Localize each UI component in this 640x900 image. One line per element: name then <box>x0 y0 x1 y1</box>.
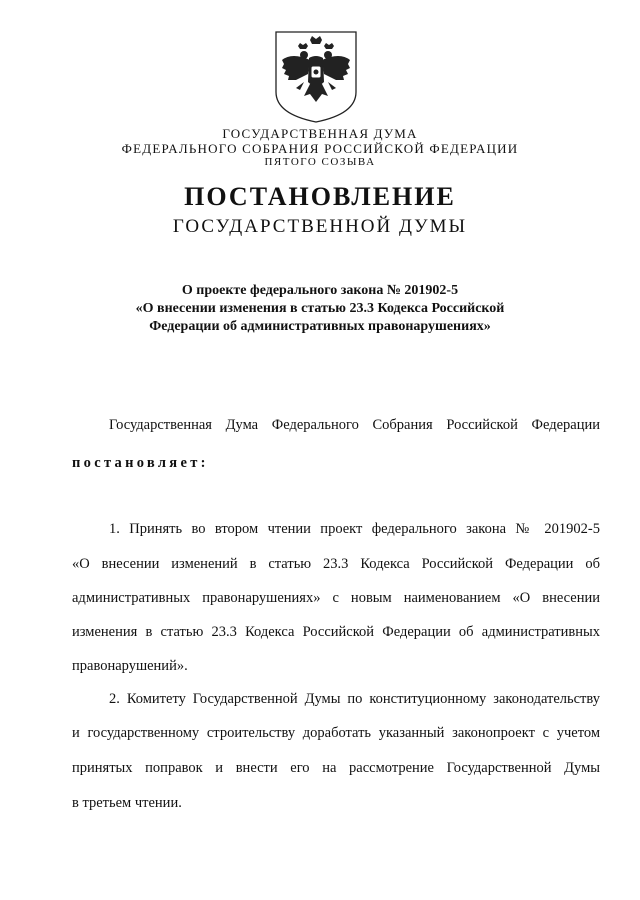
preamble-text: Государственная Дума Федерального Собрания Российской Федерации <box>109 417 600 433</box>
paragraph-1-line-2: «О внесении изменений в статью 23.3 Кодекса Российской Федерации об <box>72 556 600 572</box>
coat-of-arms-icon <box>274 30 358 124</box>
paragraph-2-line-2: и государственному строительству доработать указанный законопроект с учетом <box>72 725 600 741</box>
paragraph-1-line-5: правонарушений». <box>72 658 188 674</box>
resolves-text: постановляет: <box>72 455 209 471</box>
subject-line-2: «О внесении изменения в статью 23.3 Кодекса Российской <box>135 301 505 316</box>
paragraph-1-line-3: административных правонарушениях» с новым наименованием «О внесении <box>72 590 600 606</box>
header-line-3: ПЯТОГО СОЗЫВА <box>264 156 376 168</box>
paragraph-1-line-1: 1. Принять во втором чтении проект федерального закона № 201902-5 <box>109 521 600 537</box>
document-title: ПОСТАНОВЛЕНИЕ <box>184 182 456 211</box>
paragraph-2-line-1: 2. Комитету Государственной Думы по конституционному законодательству <box>109 691 600 707</box>
header-line-2: ФЕДЕРАЛЬНОГО СОБРАНИЯ РОССИЙСКОЙ ФЕДЕРАЦИИ <box>121 141 519 156</box>
subject-line-1: О проекте федерального закона № 201902-5 <box>181 283 459 298</box>
document-subtitle: ГОСУДАРСТВЕННОЙ ДУМЫ <box>172 216 468 237</box>
subject-line-3: Федерации об административных правонарушениях» <box>149 319 491 334</box>
paragraph-2-line-4: в третьем чтении. <box>72 795 182 811</box>
header-line-1: ГОСУДАРСТВЕННАЯ ДУМА <box>222 126 418 141</box>
paragraph-1-line-4: изменения в статью 23.3 Кодекса Российской Федерации об административных <box>72 624 600 640</box>
paragraph-2-line-3: принятых поправок и внести его на рассмотрение Государственной Думы <box>72 760 600 776</box>
